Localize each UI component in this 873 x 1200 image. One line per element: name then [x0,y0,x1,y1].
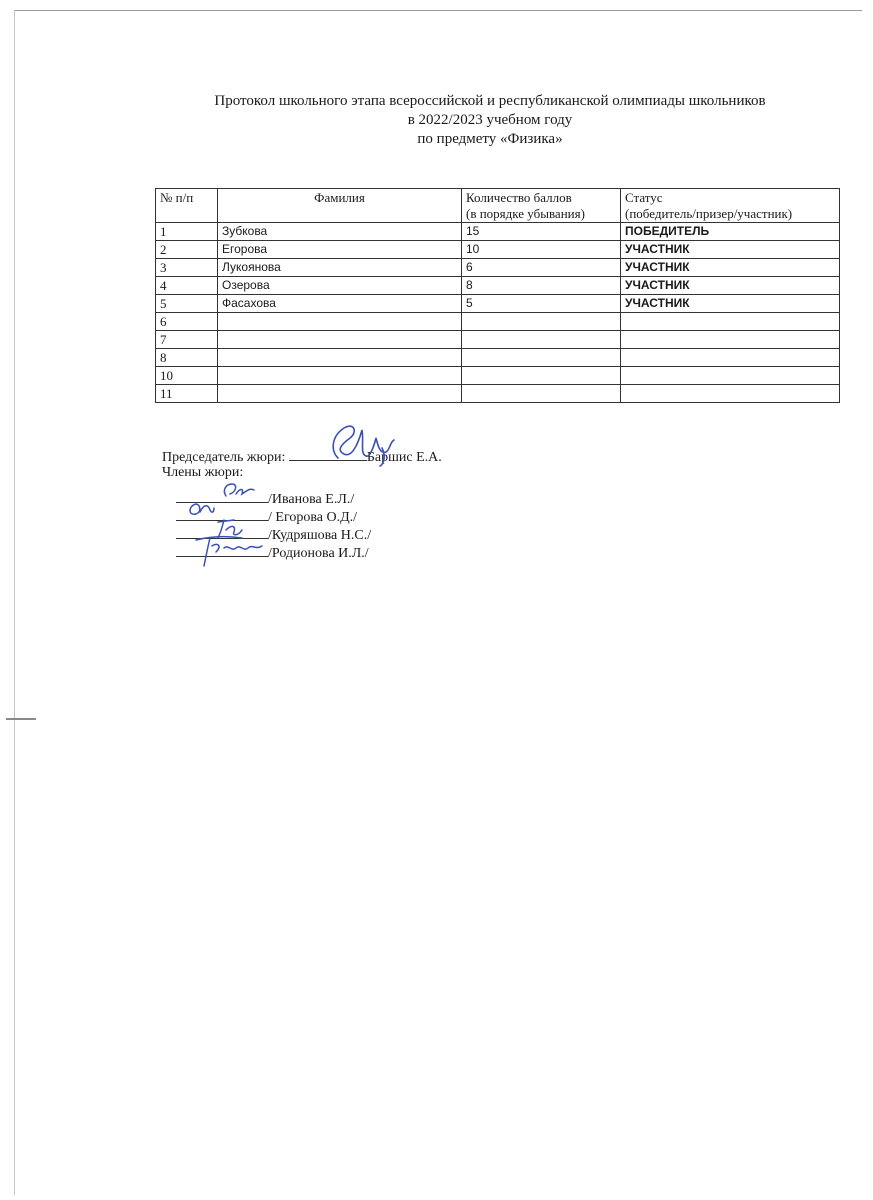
cell-num: 1 [156,223,218,241]
cell-num: 7 [156,331,218,349]
title-line-3: по предмету «Физика» [417,131,563,147]
cell-status [621,313,840,331]
table-row [156,259,840,277]
cell-name: Фасахова [218,295,462,313]
scan-mark [6,718,36,720]
table-row [156,385,840,403]
cell-score [462,313,621,331]
cell-num: 11 [156,385,218,403]
chair-name: Баршис Е.А. [366,450,442,465]
cell-score [462,349,621,367]
cell-num: 4 [156,277,218,295]
scan-border-left [14,10,15,1195]
cell-num: 3 [156,259,218,277]
table-row [156,295,840,313]
cell-score [462,385,621,403]
cell-name: Зубкова [218,223,462,241]
header-score-line-2: (в порядке убывания) [466,206,585,221]
table-row [156,223,840,241]
table-row [156,331,840,349]
cell-num: 10 [156,367,218,385]
cell-score: 6 [462,259,621,277]
chair-label: Председатель жюри: [162,450,286,465]
cell-name [218,367,462,385]
table-row [156,241,840,259]
header-score-line-1: Количество баллов [466,190,572,205]
cell-status: УЧАСТНИК [621,295,840,313]
cell-name: Егорова [218,241,462,259]
cell-name: Лукоянова [218,259,462,277]
member-name: / Егорова О.Д./ [268,510,358,525]
table-row [156,277,840,295]
member-name: /Иванова Е.Л./ [268,492,355,507]
header-status [621,189,840,223]
title-line-1: Протокол школьного этапа всероссийской и республиканской олимпиады школьников [214,93,766,109]
table-row [156,367,840,385]
scan-border-top [14,10,862,11]
header-num: № п/п [156,189,218,223]
cell-score: 5 [462,295,621,313]
cell-status: ПОБЕДИТЕЛЬ [621,223,840,241]
cell-name: Озерова [218,277,462,295]
cell-score [462,331,621,349]
header-name: Фамилия [218,189,462,223]
table-row [156,313,840,331]
member-name: /Родионова И.Л./ [268,546,369,561]
cell-status: УЧАСТНИК [621,259,840,277]
member-name: /Кудряшова Н.С./ [268,528,372,543]
chair-signature [324,420,402,470]
title-line-2: в 2022/2023 учебном году [407,112,573,128]
header-score [462,189,621,223]
table-header-row [156,189,840,223]
cell-name [218,313,462,331]
cell-num: 8 [156,349,218,367]
document-title [120,92,860,149]
cell-status: УЧАСТНИК [621,241,840,259]
cell-status [621,367,840,385]
cell-status [621,385,840,403]
cell-status [621,349,840,367]
header-status-line-1: Статус [625,190,663,205]
cell-score: 10 [462,241,621,259]
cell-score [462,367,621,385]
cell-name [218,331,462,349]
results-table [155,188,840,403]
table-row [156,349,840,367]
cell-status [621,331,840,349]
member-signature [192,532,272,572]
cell-num: 5 [156,295,218,313]
member-signature [220,480,256,502]
cell-score: 8 [462,277,621,295]
cell-num: 6 [156,313,218,331]
members-label: Члены жюри: [162,465,244,480]
cell-name [218,385,462,403]
cell-name [218,349,462,367]
cell-score: 15 [462,223,621,241]
cell-status: УЧАСТНИК [621,277,840,295]
cell-num: 2 [156,241,218,259]
header-status-line-2: (победитель/призер/участник) [625,206,793,221]
